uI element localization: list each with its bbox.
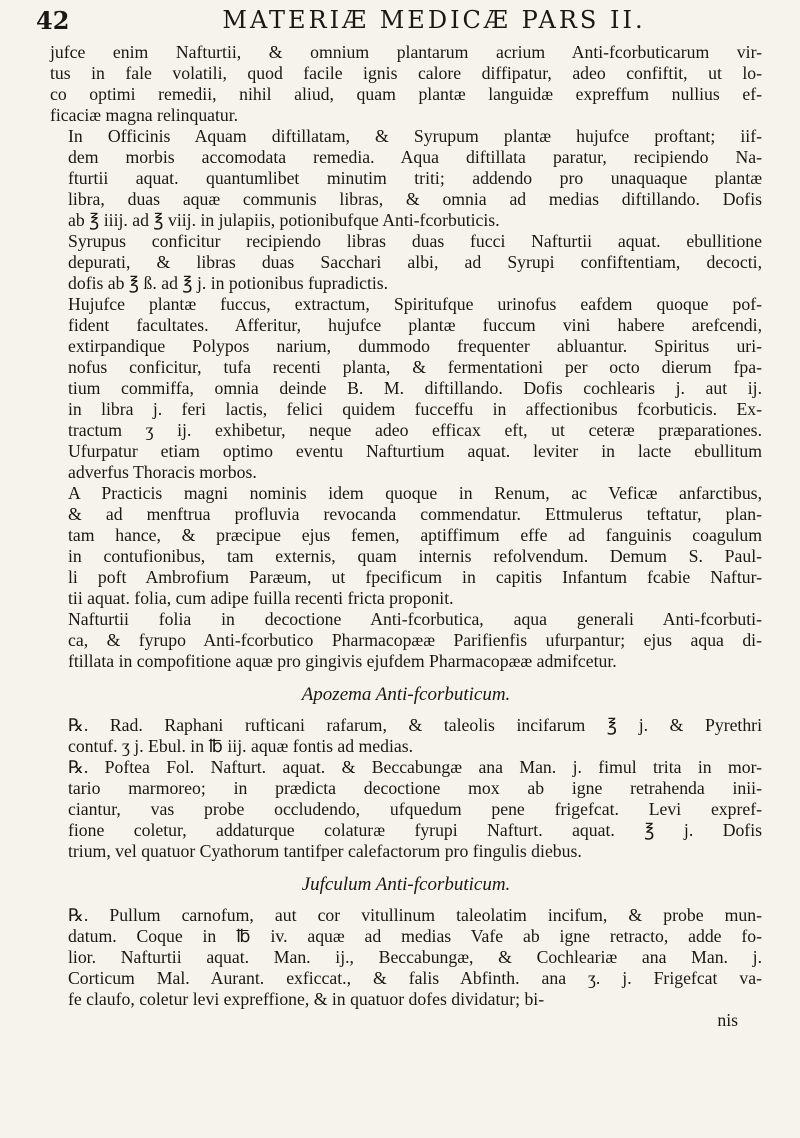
text-line: ciantur, vas probe occludendo, ufquedum pene frigefcat. Levi expref- [68, 799, 762, 819]
text-line: ℞. Rad. Raphani rufticani rafarum, & taleolis incifarum ℥ j. & Pyrethri [68, 715, 762, 735]
text-line: tii aquat. folia, cum adipe fuilla recenti fricta proponit. [68, 588, 454, 608]
text-line: trium, vel quatuor Cyathorum tantifper calefactorum pro fingulis diebus. [68, 841, 582, 861]
paragraph [50, 757, 762, 862]
text-line: libra, duas aquæ communis libras, & omnia ad medias diftillando. Dofis [68, 189, 762, 209]
text-line: fe claufo, coletur levi expreffione, & in quatuor dofes dividatur; bi- [68, 989, 545, 1009]
text-line: extirpandique Polypos narium, dummodo frequenter abluantur. Spiritus uri- [68, 336, 762, 356]
paragraph [50, 483, 762, 609]
text-line: tium commiffa, omnia deinde B. M. diftillando. Dofis cochlearis j. aut ij. [68, 378, 762, 398]
text-line: lior. Nafturtii aquat. Man. ij., Beccabungæ, & Cochleariæ ana Man. j. [68, 947, 762, 967]
text-line: contuf. ʒ j. Ebul. in ℔ iij. aquæ fontis ad medias. [68, 736, 414, 756]
text-line: tractum ʒ ij. exhibetur, neque adeo efficax eft, ut ceteræ præparationes. [68, 420, 762, 440]
paragraph [50, 715, 762, 757]
text-line: in libra j. feri lactis, felici quidem fucceffu in affectionibus fcorbuticis. Ex- [68, 399, 762, 419]
text-line: ℞. Pullum carnofum, aut cor vitullinum taleolatim incifum, & probe mun- [68, 905, 762, 925]
text-line: In Officinis Aquam diftillatam, & Syrupum plantæ hujufce proftant; iif- [68, 126, 762, 146]
text-line: ab ℥ iiij. ad ℥ viij. in julapiis, potionibufque Anti-fcorbuticis. [68, 210, 500, 230]
text-line: tus in fale volatili, quod facile ignis calore diffipatur, adeo confiftit, ut lo- [50, 63, 762, 83]
section-apozema-recipe [50, 715, 762, 862]
text-line: fione coletur, addaturque colaturæ fyrupi Nafturt. aquat. ℥ j. Dofis [68, 820, 762, 840]
running-head: MATERIÆ MEDICÆ PARS II. [222, 6, 646, 34]
section-nasturtium [50, 42, 762, 672]
text-line: ftillata in compofitione aquæ pro gingivis ejufdem Pharmacopææ admifcetur. [68, 651, 617, 671]
text-line: dem morbis accomodata remedia. Aqua diftillata paratur, recipiendo Na- [68, 147, 762, 167]
text-line: & ad menftrua profluvia revocanda commendatur. Ettmulerus teftatur, plan- [68, 504, 762, 524]
text-line: adverfus Thoracis morbos. [68, 462, 257, 482]
heading-jusculum: Jufculum Anti-fcorbuticum. [301, 874, 511, 895]
text-line: fident facultates. Afferitur, hujufce plantæ fuccum vini habere arefcendi, [68, 315, 762, 335]
text-line: nofus conficitur, tufa recenti planta, & fermentationi per octo dierum fpa- [68, 357, 762, 377]
text-line: tam hance, & præcipue ejus femen, aptiffimum effe ad fanguinis coagulum [68, 525, 762, 545]
text-line: jufce enim Nafturtii, & omnium plantarum acrium Anti-fcorbuticarum vir- [50, 42, 762, 62]
paragraph [50, 231, 762, 294]
text-line: li poft Ambrofium Paræum, ut fpecificum in capitis Infantum fcabie Naftur- [68, 567, 762, 587]
paragraph [50, 294, 762, 483]
text-line: Hujufce plantæ fuccus, extractum, Spiritufque urinofus eafdem quoque pof- [68, 294, 762, 314]
text-line: fturtii aquat. quantumlibet minutim triti; addendo pro unaquaque plantæ [68, 168, 762, 188]
text-line: Nafturtii folia in decoctione Anti-fcorbutica, aqua generali Anti-fcorbuti- [68, 609, 762, 629]
page-header [36, 6, 780, 38]
text-line: Corticum Mal. Aurant. exficcat., & falis Abfinth. ana ʒ. j. Frigefcat va- [68, 968, 762, 988]
text-line: ficaciæ magna relinquatur. [50, 105, 239, 125]
text-line: dofis ab ℥ ß. ad ℥ j. in potionibus fupradictis. [68, 273, 389, 293]
paragraph [50, 609, 762, 672]
text-line: Syrupus conficitur recipiendo libras duas fucci Nafturtii aquat. ebullitione [68, 231, 762, 251]
catchword: nis [717, 1010, 738, 1030]
heading-apozema: Apozema Anti-fcorbuticum. [301, 684, 511, 705]
paragraph [50, 905, 762, 1010]
text-line: in contufionibus, tam externis, quam internis refolvendum. Demum S. Paul- [68, 546, 762, 566]
text-line: tario marmoreo; in prædicta decoctione mox ab igne retrahenda inii- [68, 778, 762, 798]
section-jusculum-recipe [50, 905, 762, 1010]
page-number: 42 [36, 6, 70, 35]
text-line: ℞. Poftea Fol. Nafturt. aquat. & Beccabungæ ana Man. j. fimul trita in mor- [68, 757, 762, 777]
paragraph [50, 126, 762, 231]
text-line: A Practicis magni nominis idem quoque in Renum, ac Veficæ anfarctibus, [68, 483, 762, 503]
body-text [50, 42, 762, 1031]
paragraph [50, 42, 762, 126]
text-line: ca, & fyrupo Anti-fcorbutico Pharmacopææ Parifienfis ufurpantur; ejus aqua di- [68, 630, 762, 650]
text-line: Ufurpatur etiam optimo eventu Nafturtium aquat. leviter in lacte ebullitum [68, 441, 762, 461]
text-line: datum. Coque in ℔ iv. aquæ ad medias Vafe ab igne retracto, adde fo- [68, 926, 762, 946]
text-line: co optimi remedii, nihil aliud, quam plantæ languidæ expreffum nullius ef- [50, 84, 762, 104]
text-line: depurati, & libras duas Sacchari albi, ad Syrupi confiftentiam, decocti, [68, 252, 762, 272]
